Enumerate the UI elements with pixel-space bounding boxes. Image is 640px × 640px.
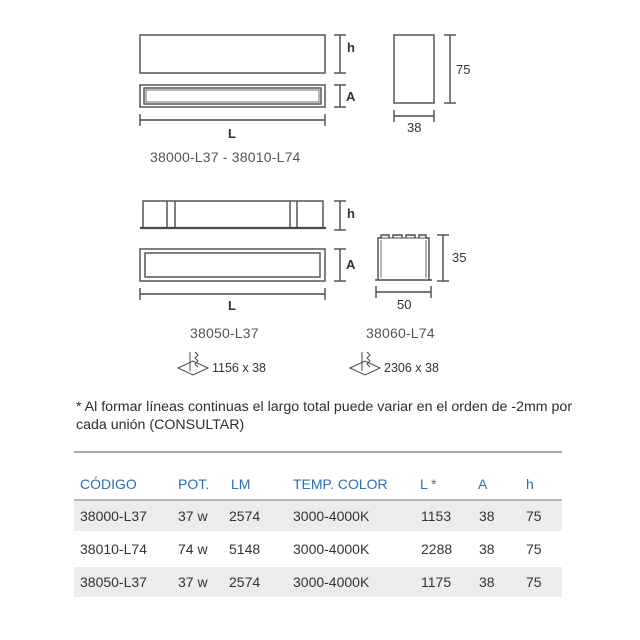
table-top-rule xyxy=(74,451,562,453)
col-l: L * xyxy=(420,476,437,492)
luminaire-side-view xyxy=(140,35,325,73)
cutout-size-2: 2306 x 38 xyxy=(384,361,439,375)
section-width-label: 38 xyxy=(407,120,422,135)
col-a: A xyxy=(478,476,488,492)
cell-temp: 3000-4000K xyxy=(293,508,370,524)
cell-pot: 37 w xyxy=(178,574,208,590)
profile-height-label: 35 xyxy=(452,250,467,265)
dim-label-a: A xyxy=(346,89,356,104)
installation-note: * Al formar líneas continuas el largo total puede variar en el orden de -2mm por cada unión (CONSULTAR) xyxy=(76,399,573,433)
cutout-size-1: 1156 x 38 xyxy=(212,361,266,375)
cell-h: 75 xyxy=(526,541,542,557)
cell-a: 38 xyxy=(479,508,495,524)
cell-l: 1175 xyxy=(421,574,452,590)
table-header xyxy=(74,474,562,498)
cell-l: 1153 xyxy=(421,508,452,524)
cell-l: 2288 xyxy=(421,541,453,557)
col-codigo: CÓDIGO xyxy=(80,476,137,492)
dim-label-h-2: h xyxy=(347,206,355,221)
recessed-cutout-icon xyxy=(178,352,208,375)
extrusion-profile-section xyxy=(375,235,432,280)
dim-label-h: h xyxy=(347,40,355,55)
recessed-cutout-icon xyxy=(350,352,380,375)
cell-pot: 37 w xyxy=(178,508,208,524)
profile-width-label: 50 xyxy=(397,297,412,312)
section-height-label: 75 xyxy=(456,62,471,77)
cell-lm: 5148 xyxy=(229,541,261,557)
col-h: h xyxy=(526,476,534,492)
cell-lm: 2574 xyxy=(229,508,261,524)
cell-h: 75 xyxy=(526,508,542,524)
cell-temp: 3000-4000K xyxy=(293,574,370,590)
cell-codigo: 38010-L74 xyxy=(80,541,147,557)
table-row xyxy=(74,534,562,564)
col-lm: LM xyxy=(231,476,251,492)
col-temp-color: TEMP. COLOR xyxy=(293,476,388,492)
table-row xyxy=(74,567,562,597)
table-row xyxy=(74,501,562,531)
section-38x75 xyxy=(394,35,434,103)
col-pot: POT. xyxy=(178,476,210,492)
dim-label-a-2: A xyxy=(346,257,356,272)
model-caption-left: 38050-L37 xyxy=(190,325,259,341)
cell-codigo: 38000-L37 xyxy=(80,508,147,524)
cell-a: 38 xyxy=(479,541,495,557)
cell-temp: 3000-4000K xyxy=(293,541,370,557)
cell-h: 75 xyxy=(526,574,542,590)
model-caption-right: 38060-L74 xyxy=(366,325,435,341)
dim-label-l: L xyxy=(228,126,236,141)
model-caption-top: 38000-L37 - 38010-L74 xyxy=(150,149,301,165)
cell-codigo: 38050-L37 xyxy=(80,574,147,590)
cell-a: 38 xyxy=(479,574,495,590)
cell-lm: 2574 xyxy=(229,574,261,590)
dim-label-l-2: L xyxy=(228,298,236,313)
cell-pot: 74 w xyxy=(178,541,208,557)
